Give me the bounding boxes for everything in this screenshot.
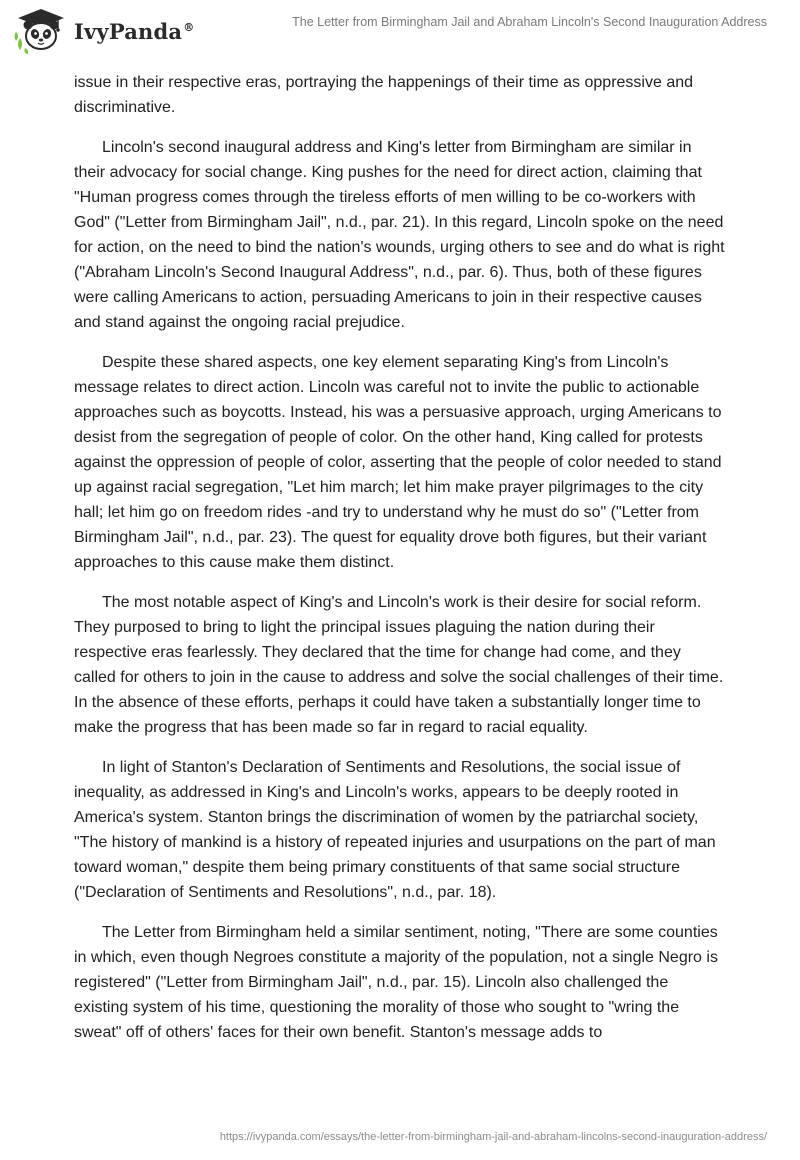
page-header (0, 0, 800, 60)
registered-mark: ® (183, 21, 195, 34)
paragraph: issue in their respective eras, portraying the happenings of their time as oppressive and discriminative. (74, 74, 694, 116)
paragraph: Lincoln's second inaugural address and King's letter from Birmingham are similar in their advocacy for social change. King pushes for the need for direct action, claiming that "Human progress comes through the tireless efforts of men willing to be co-workers with God" ("Letter from Birmingham Jail", n.d., par. 21). In this regard, Lincoln spoke on the need for action, on the need to bind the nation's wounds, urging others to see and do what is right ("Abraham Lincoln's Second Inaugural Address", n.d., par. 6). Thus, both of these figures were calling Americans to action, persuading Americans to join in their respective causes and stand against the ongoing racial prejudice. (74, 139, 725, 331)
paragraph: The most notable aspect of King's and Lincoln's work is their desire for social reform. They purposed to bring to light the principal issues plaguing the nation during their respective eras fearlessly. They declared that the time for change had come, and they called for others to join in the cause to address and solve the social challenges of their time. In the absence of these efforts, perhaps it could have taken a substantially longer time to make the progress that has been made so far in regard to racial equality. (74, 594, 724, 736)
brand-name[interactable] (74, 19, 194, 44)
paragraph: The Letter from Birmingham held a similar sentiment, noting, "There are some counties in which, even though Negroes constitute a majority of the population, not a single Negro is registered" ("Letter from Birmingham Jail", n.d., par. 15). Lincoln also challenged the existing system of his time, questioning the morality of those who sought to "wring the sweat" off of others' faces for their own benefit. Stanton's message adds to (74, 924, 718, 1041)
document-title: The Letter from Birmingham Jail and Abraham Lincoln's Second Inauguration Address (292, 15, 767, 29)
source-url[interactable]: https://ivypanda.com/essays/the-letter-from-birmingham-jail-and-abraham-lincolns-second-inauguration-address/ (219, 1131, 767, 1143)
paragraph: Despite these shared aspects, one key element separating King's from Lincoln's message relates to direct action. Lincoln was careful not to invite the public to actionable approaches such as boycotts. Instead, his was a persuasive approach, urging Americans to desist from the segregation of people of color. On the other hand, King called for protests against the oppression of people of color, asserting that the people of color needed to stand up against racial segregation, "Let him march; let him make prayer pilgrimages to the city hall; let him go on freedom rides -and try to understand why he must do so" ("Letter from Birmingham Jail", n.d., par. 23). The quest for equality drove both figures, but their variant approaches to this cause make them distinct. (74, 354, 722, 571)
ivypanda-logo-icon[interactable] (14, 8, 68, 54)
essay-body (74, 70, 726, 1060)
paragraph: In light of Stanton's Declaration of Sentiments and Resolutions, the social issue of inequality, as addressed in King's and Lincoln's works, appears to be deeply rooted in America's system. Stanton brings the discrimination of women by the patriarchal society, "The history of mankind is a history of repeated injuries and usurpations on the part of man toward woman," despite them being primary constituents of that same social structure ("Declaration of Sentiments and Resolutions", n.d., par. 18). (74, 759, 716, 901)
brand-text: IvyPanda (74, 19, 183, 44)
